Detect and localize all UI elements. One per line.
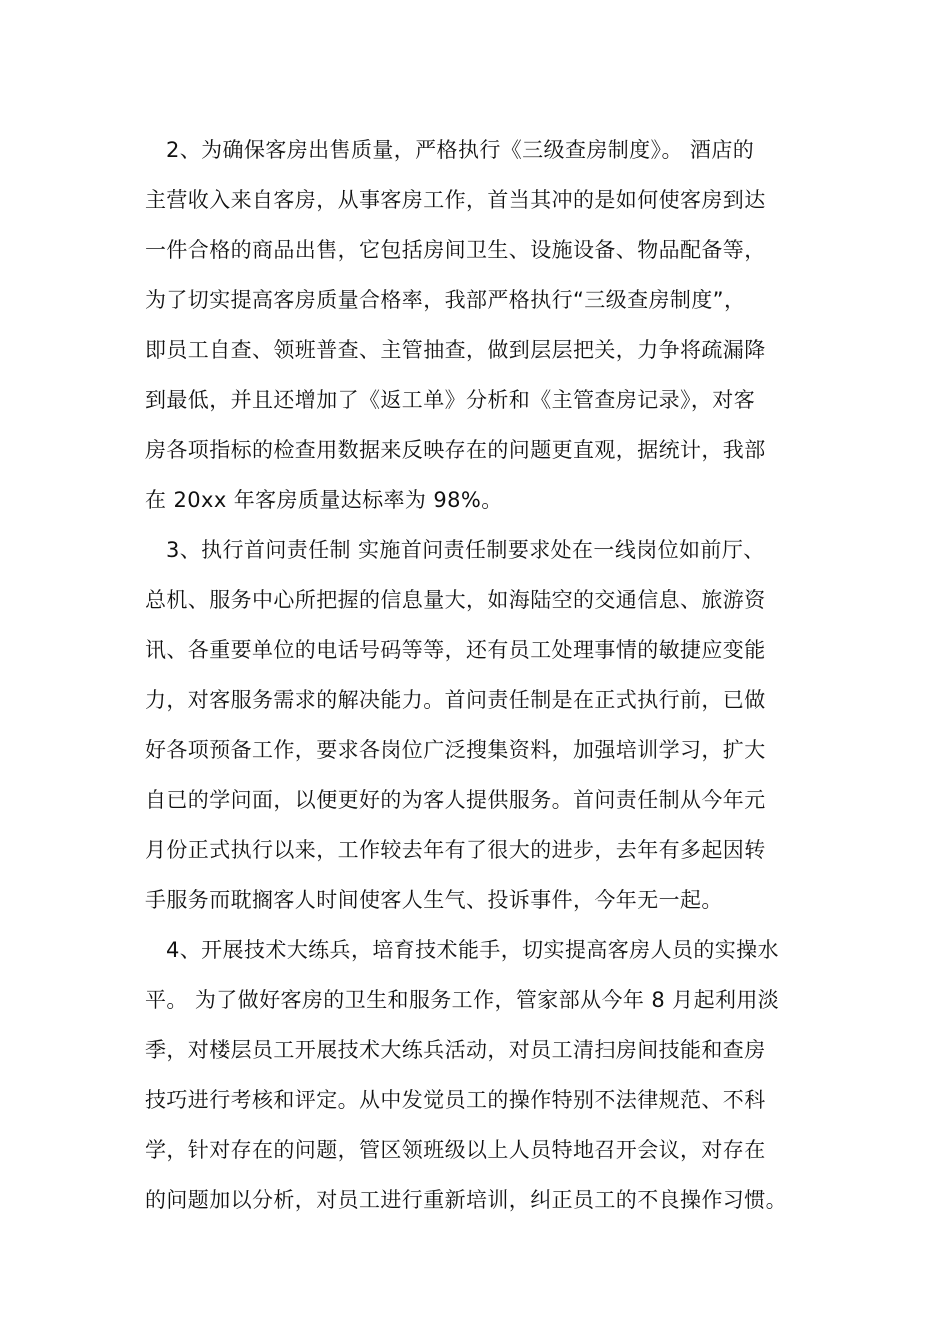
text-line: 到最低，并且还增加了《返工单》分析和《主管查房记录》，对客 [145, 388, 756, 412]
text-line: 学，针对存在的问题，管区领班级以上人员特地召开会议，对存在 [145, 1138, 766, 1162]
text-line: 力，对客服务需求的解决能力。首问责任制是在正式执行前，已做 [145, 688, 766, 712]
text-line: 月份正式执行以来，工作较去年有了很大的进步，去年有多起因转 [145, 838, 766, 862]
text-line: 讯、各重要单位的电话号码等等，还有员工处理事情的敏捷应变能 [145, 638, 766, 662]
text-line: 季，对楼层员工开展技术大练兵活动，对员工清扫房间技能和查房 [145, 1038, 766, 1062]
text-line: 主营收入来自客房，从事客房工作，首当其冲的是如何使客房到达 [145, 188, 766, 212]
text-line: 为了切实提高客房质量合格率，我部严格执行“三级查房制度”， [145, 288, 746, 312]
text-line: 2、为确保客房出售质量，严格执行《三级查房制度》。 酒店的 [166, 138, 755, 162]
text-line: 平。 为了做好客房的卫生和服务工作，管家部从今年 8 月起利用淡 [145, 988, 780, 1012]
text-line: 手服务而耽搁客人时间使客人生气、投诉事件，今年无一起。 [145, 888, 723, 912]
text-line: 一件合格的商品出售，它包括房间卫生、设施设备、物品配备等， [145, 238, 766, 262]
text-line: 自已的学问面，以便更好的为客人提供服务。首问责任制从今年元 [145, 788, 766, 812]
text-line: 技巧进行考核和评定。从中发觉员工的操作特别不法律规范、不科 [145, 1088, 766, 1112]
text-line: 房各项指标的检查用数据来反映存在的问题更直观，据统计，我部 [145, 438, 766, 462]
text-line: 3、执行首问责任制 实施首问责任制要求处在一线岗位如前厅、 [166, 538, 765, 562]
text-line: 的问题加以分析，对员工进行重新培训，纠正员工的不良操作习惯。 [145, 1188, 787, 1212]
text-line: 4、开展技术大练兵，培育技术能手，切实提高客房人员的实操水 [166, 938, 779, 962]
text-line: 总机、服务中心所把握的信息量大，如海陆空的交通信息、旅游资 [145, 588, 766, 612]
text-line: 在 20xx 年客房质量达标率为 98%。 [145, 488, 503, 512]
text-line: 好各项预备工作，要求各岗位广泛搜集资料，加强培训学习，扩大 [145, 738, 766, 762]
text-line: 即员工自查、领班普查、主管抽查，做到层层把关，力争将疏漏降 [145, 338, 766, 362]
